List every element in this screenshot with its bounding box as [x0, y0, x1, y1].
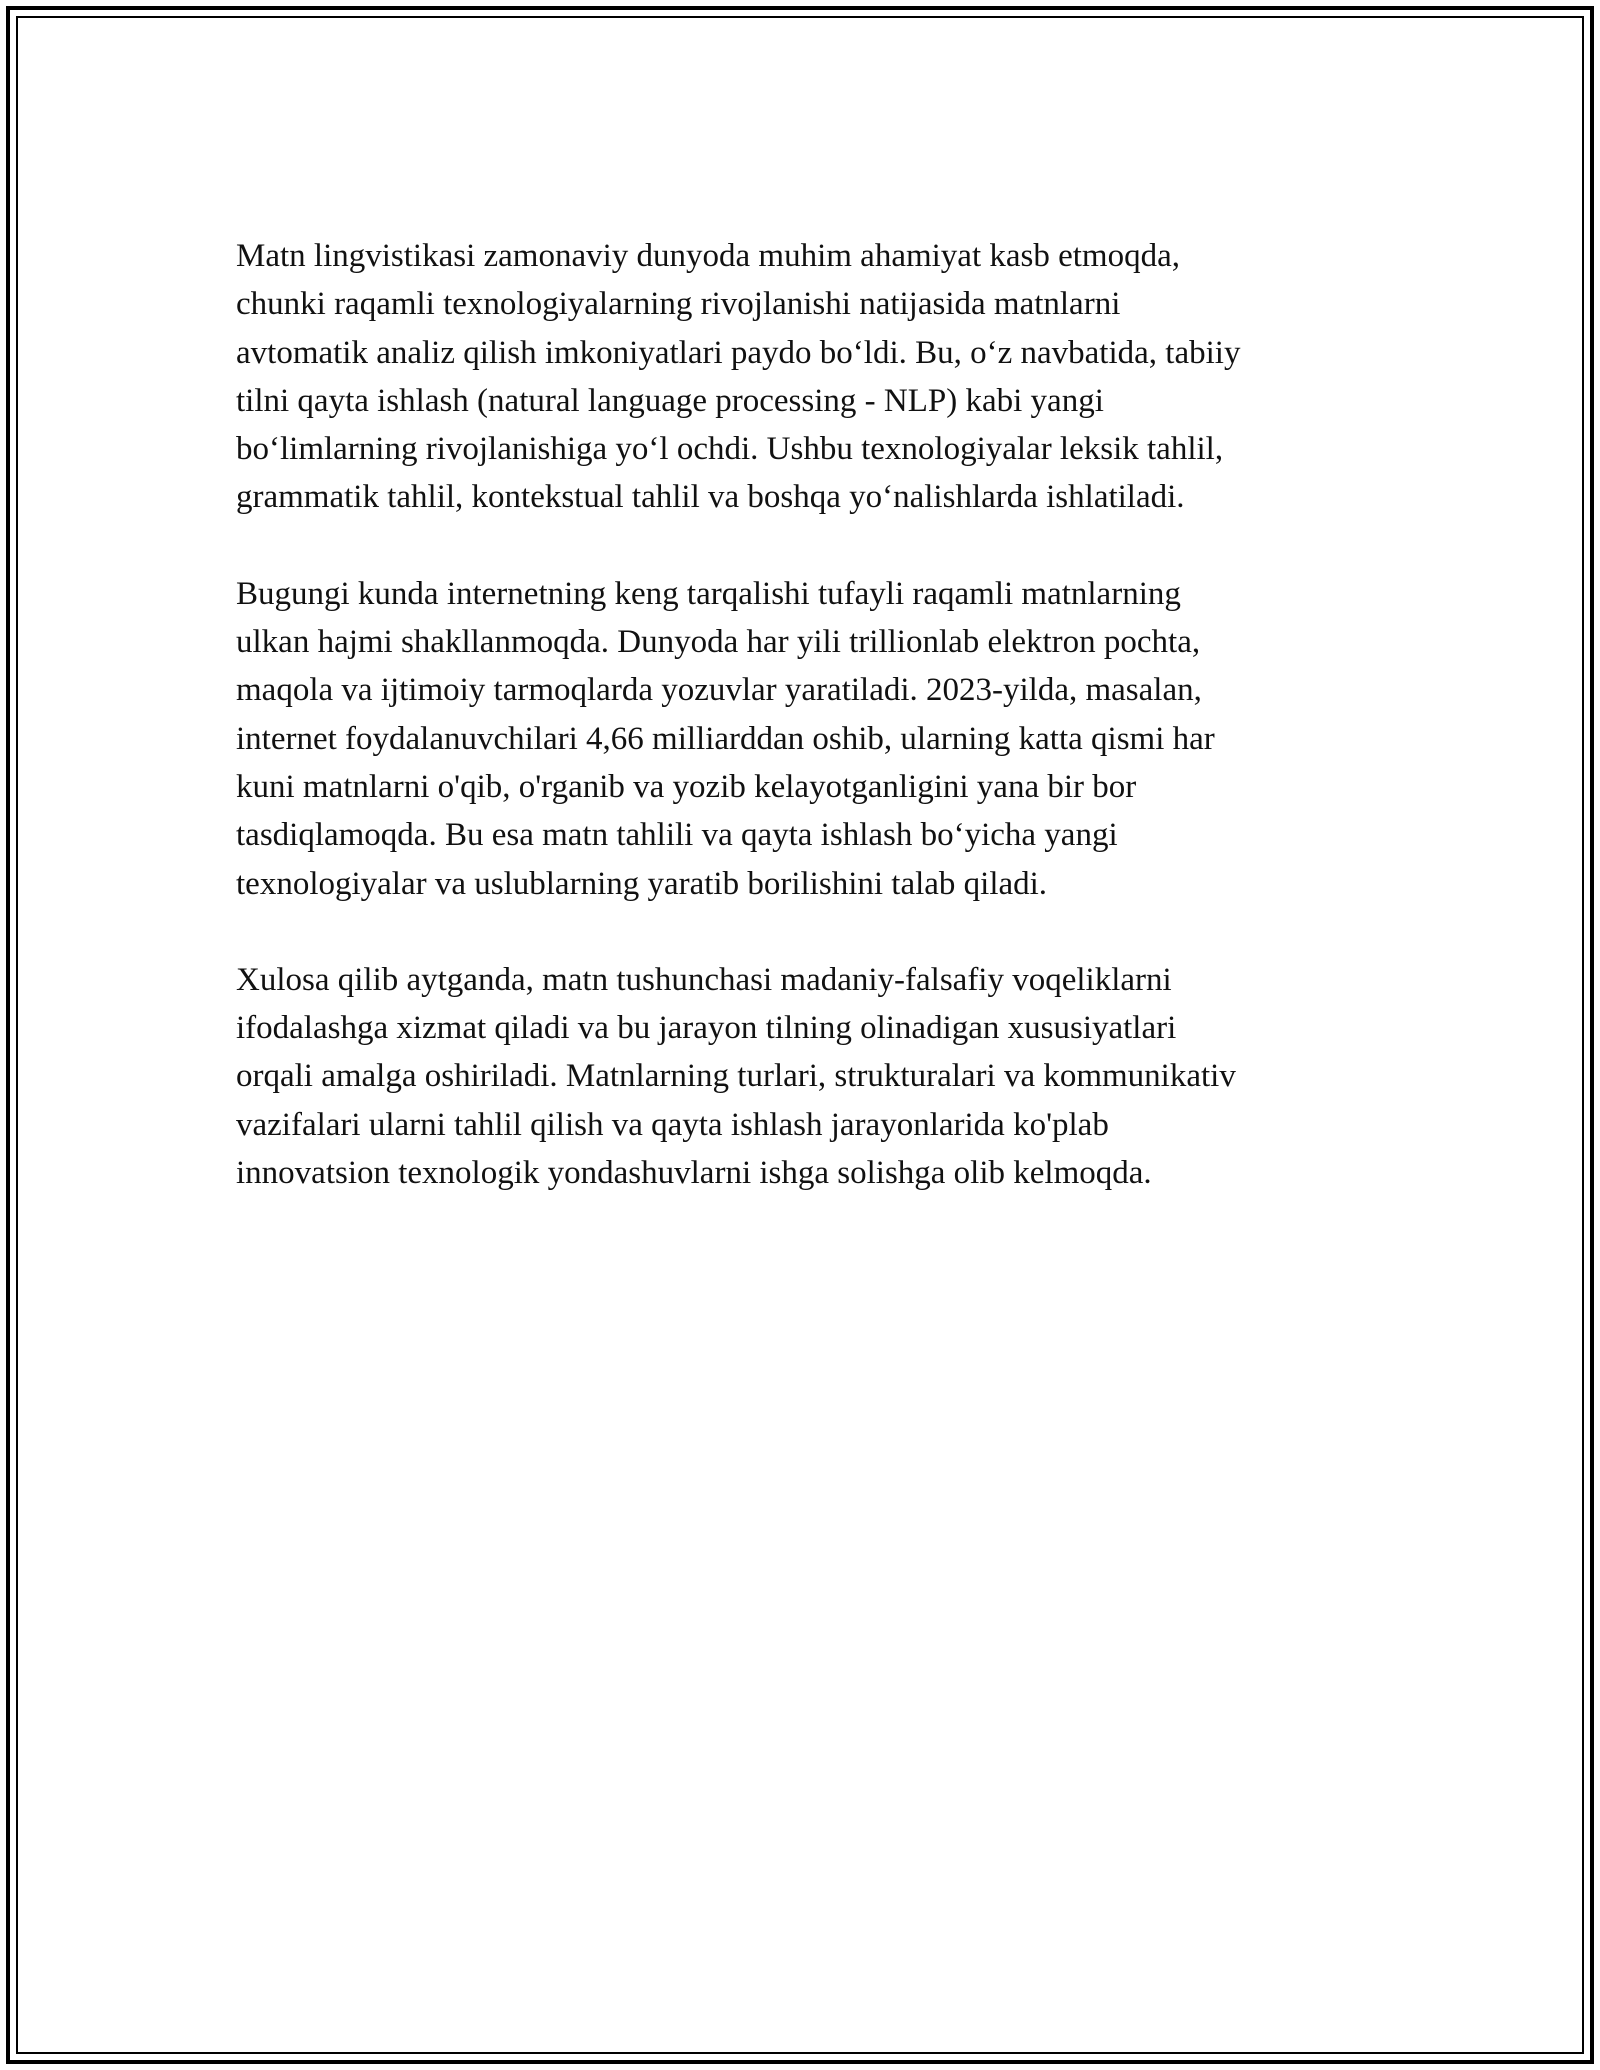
- text-line: innovatsion texnologik yondashuvlarni ishga solishga olib kelmoqda.: [236, 1155, 1152, 1192]
- document-body: [236, 232, 1376, 1245]
- text-line: tilni qayta ishlash (natural language processing - NLP) kabi yangi: [236, 382, 1104, 419]
- text-line: tasdiqlamoqda. Bu esa matn tahlili va qayta ishlash bo‘yicha yangi: [236, 817, 1118, 854]
- paragraph-2: [236, 570, 1376, 908]
- text-line: bo‘limlarning rivojlanishiga yo‘l ochdi. Ushbu texnologiyalar leksik tahlil,: [236, 431, 1224, 468]
- paragraph-1: [236, 232, 1376, 522]
- text-line: Matn lingvistikasi zamonaviy dunyoda muhim ahamiyat kasb etmoqda,: [236, 238, 1180, 274]
- text-line: orqali amalga oshiriladi. Matnlarning turlari, strukturalari va kommunikativ: [236, 1058, 1236, 1095]
- text-line: kuni matnlarni o'qib, o'rganib va yozib kelayotganligini yana bir bor: [236, 768, 1137, 805]
- text-line: Xulosa qilib aytganda, matn tushunchasi madaniy-falsafiy voqeliklarni: [236, 961, 1172, 998]
- text-line: avtomatik analiz qilish imkoniyatlari paydo bo‘ldi. Bu, o‘z navbatida, tabiiy: [236, 334, 1241, 371]
- text-line: vazifalari ularni tahlil qilish va qayta ishlash jarayonlarida ko'plab: [236, 1106, 1109, 1143]
- text-line: ulkan hajmi shakllanmoqda. Dunyoda har yili trillionlab elektron pochta,: [236, 624, 1201, 661]
- text-line: maqola va ijtimoiy tarmoqlarda yozuvlar yaratiladi. 2023-yilda, masalan,: [236, 672, 1202, 709]
- text-line: chunki raqamli texnologiyalarning rivojlanishi natijasida matnlarni: [236, 286, 1121, 323]
- text-line: internet foydalanuvchilari 4,66 milliarddan oshib, ularning katta qismi har: [236, 720, 1215, 757]
- text-line: grammatik tahlil, kontekstual tahlil va boshqa yo‘nalishlarda ishlatiladi.: [236, 479, 1185, 516]
- text-line: Bugungi kunda internetning keng tarqalishi tufayli raqamli matnlarning: [236, 575, 1181, 612]
- paragraph-3: [236, 956, 1376, 1197]
- text-line: ifodalashga xizmat qiladi va bu jarayon tilning olinadigan xususiyatlari: [236, 1010, 1177, 1047]
- text-line: texnologiyalar va uslublarning yaratib borilishini talab qiladi.: [236, 865, 1048, 902]
